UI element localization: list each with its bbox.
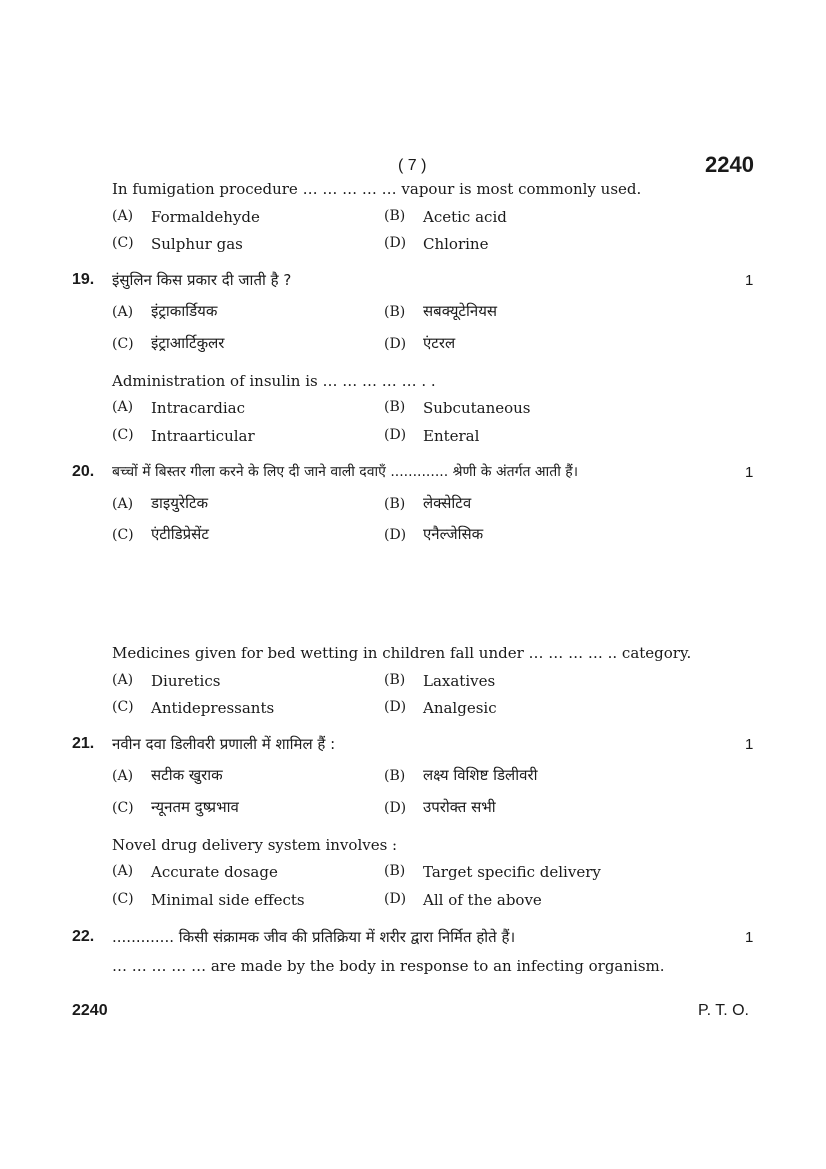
- q19-hindi-text: इंसुलिन किस प्रकार दी जाती है ?: [112, 271, 292, 289]
- option-text: Antidepressants: [151, 699, 275, 717]
- q22-hindi-text: ............. किसी संक्रामक जीव की प्रतिक्रिया में शरीर द्वारा निर्मित होते हैं।: [112, 928, 516, 946]
- option-letter: (B): [384, 304, 406, 320]
- option-letter: (D): [384, 336, 407, 352]
- option-letter: (D): [384, 235, 407, 251]
- option-letter: (A): [112, 768, 134, 784]
- q22-english-text: … … … … … are made by the body in response to an infecting organism.: [112, 957, 665, 975]
- option-letter: (D): [384, 800, 407, 816]
- option-text: उपरोक्त सभी: [423, 798, 496, 816]
- option-letter: (B): [384, 496, 406, 512]
- question-marks: 1: [745, 736, 754, 753]
- option-text: Accurate dosage: [151, 863, 278, 881]
- q21-hindi-text: नवीन दवा डिलीवरी प्रणाली में शामिल हैं :: [112, 735, 336, 753]
- option-letter: (C): [112, 235, 134, 251]
- option-text: Intraarticular: [151, 427, 255, 445]
- option-letter: (C): [112, 336, 134, 352]
- option-letter: (C): [112, 800, 134, 816]
- q21-english-text: Novel drug delivery system involves :: [112, 836, 398, 854]
- option-letter: (A): [112, 208, 134, 224]
- q20-hindi-text: बच्चों में बिस्तर गीला करने के लिए दी जाने वाली दवाएँ ............. श्रेणी के अंतर्गत आती हैं।: [112, 464, 579, 480]
- option-text: Acetic acid: [423, 208, 507, 226]
- option-text: Chlorine: [423, 235, 489, 253]
- question-number: 20.: [72, 463, 95, 480]
- question-number: 22.: [72, 928, 95, 945]
- option-text: Sulphur gas: [151, 235, 243, 253]
- paper-code-footer: 2240: [72, 1002, 108, 1019]
- q18-english-text: In fumigation procedure … … … … … vapour is most commonly used.: [112, 180, 642, 198]
- option-letter: (A): [112, 399, 134, 415]
- q20-english-text: Medicines given for bed wetting in children fall under … … … … .. category.: [112, 644, 692, 662]
- option-text: Intracardiac: [151, 399, 245, 417]
- option-letter: (C): [112, 527, 134, 543]
- option-letter: (A): [112, 496, 134, 512]
- option-letter: (C): [112, 427, 134, 443]
- option-letter: (B): [384, 208, 406, 224]
- option-letter: (B): [384, 863, 406, 879]
- option-text: डाइयुरेटिक: [151, 494, 209, 512]
- q19-english-text: Administration of insulin is … … … … … . .: [112, 372, 436, 390]
- option-text: Minimal side effects: [151, 891, 305, 909]
- option-letter: (A): [112, 863, 134, 879]
- question-number: 19.: [72, 271, 95, 288]
- option-text: Subcutaneous: [423, 399, 531, 417]
- paper-code-header: 2240: [705, 152, 754, 177]
- option-text: Target specific delivery: [423, 863, 601, 881]
- option-text: Analgesic: [423, 699, 497, 717]
- option-text: All of the above: [423, 891, 542, 909]
- pto-label: P. T. O.: [698, 1002, 749, 1019]
- option-text: Diuretics: [151, 672, 221, 690]
- option-letter: (C): [112, 891, 134, 907]
- option-letter: (D): [384, 427, 407, 443]
- page-number: ( 7 ): [398, 157, 427, 174]
- option-text: इंट्राकार्डियक: [151, 302, 218, 320]
- option-letter: (B): [384, 672, 406, 688]
- option-text: लक्ष्य विशिष्ट डिलीवरी: [423, 766, 538, 784]
- option-text: Laxatives: [423, 672, 496, 690]
- option-text: एंटरल: [423, 334, 456, 352]
- option-letter: (D): [384, 527, 407, 543]
- question-marks: 1: [745, 272, 754, 289]
- option-text: एनैल्जेसिक: [423, 525, 484, 543]
- question-marks: 1: [745, 929, 754, 946]
- option-text: लेक्सेटिव: [423, 494, 472, 512]
- option-letter: (A): [112, 672, 134, 688]
- option-text: Formaldehyde: [151, 208, 260, 226]
- option-text: न्यूनतम दुष्प्रभाव: [151, 798, 239, 816]
- option-letter: (B): [384, 399, 406, 415]
- option-text: सटीक खुराक: [151, 766, 223, 784]
- option-letter: (A): [112, 304, 134, 320]
- question-number: 21.: [72, 735, 95, 752]
- option-letter: (C): [112, 699, 134, 715]
- option-text: एंटीडिप्रेसेंट: [151, 525, 209, 543]
- option-letter: (D): [384, 891, 407, 907]
- option-text: सबक्यूटेनियस: [423, 302, 498, 320]
- option-letter: (D): [384, 699, 407, 715]
- question-marks: 1: [745, 464, 754, 481]
- option-text: इंट्राआर्टिकुलर: [151, 334, 225, 352]
- option-text: Enteral: [423, 427, 480, 445]
- option-letter: (B): [384, 768, 406, 784]
